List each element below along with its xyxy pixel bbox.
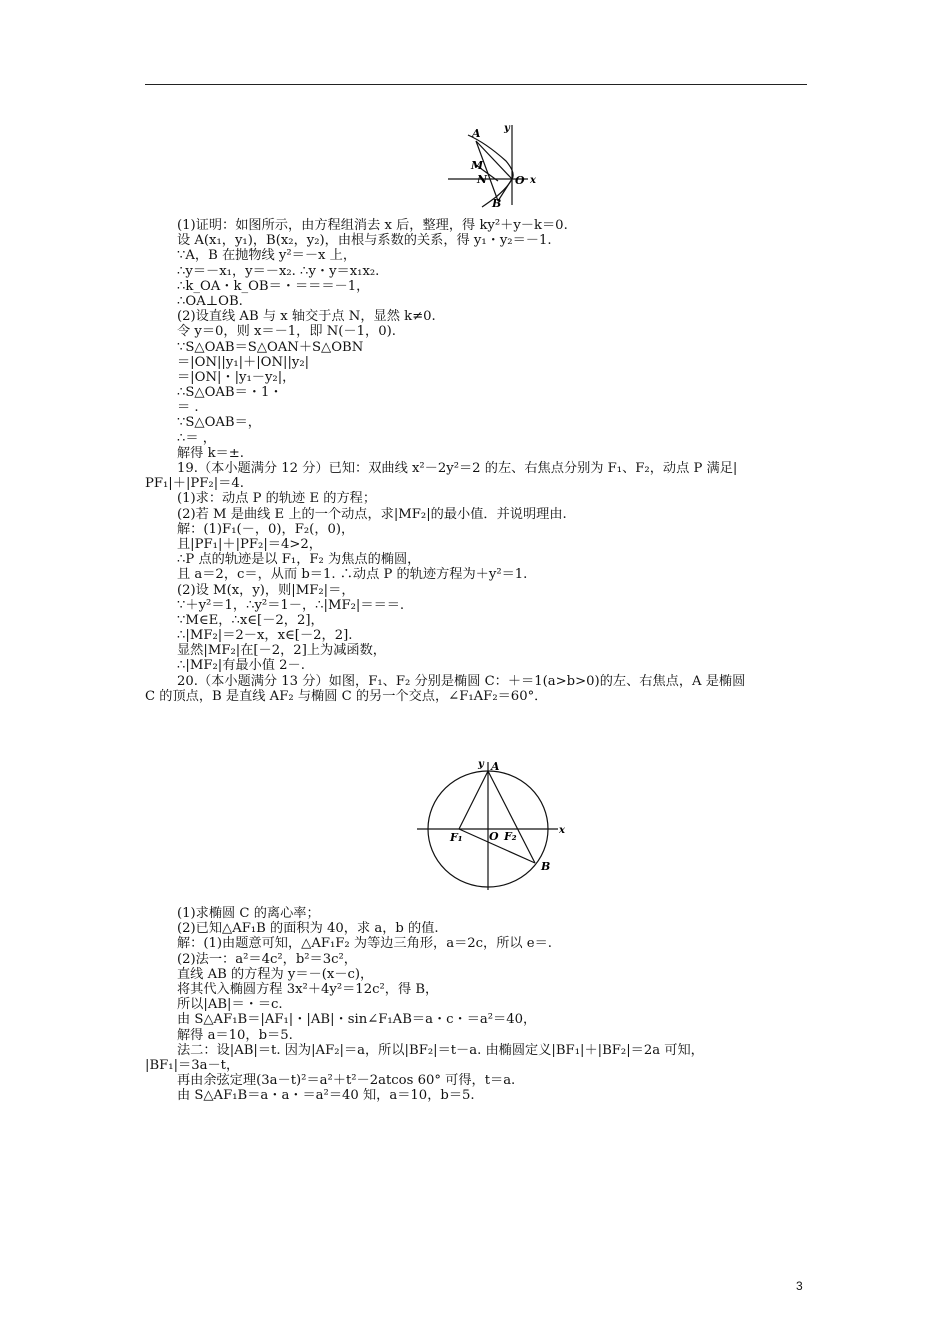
text-line: ∴OA⊥OB. bbox=[177, 293, 243, 309]
fig1-label-x: x bbox=[530, 175, 536, 186]
text-line: 解得 k＝±. bbox=[177, 445, 244, 461]
fig2-label-y: y bbox=[478, 759, 484, 770]
page-number: 3 bbox=[796, 1279, 803, 1293]
question-19-heading: 19.（本小题满分 12 分）已知：双曲线 x²－2y²＝2 的左、右焦点分别为 F₁、F₂，动点 P 满足| bbox=[177, 461, 738, 476]
fig2-label-f1: F₁ bbox=[450, 831, 463, 844]
fig1-label-m: M bbox=[471, 159, 484, 172]
text-line: 直线 AB 的方程为 y＝－(x－c)， bbox=[177, 966, 374, 982]
fig2-label-x: x bbox=[559, 825, 565, 836]
text-line: |BF₁|＝3a－t， bbox=[145, 1057, 240, 1073]
text-line: 解得 a＝10，b＝5. bbox=[177, 1027, 293, 1043]
fig1-label-y: y bbox=[504, 123, 510, 134]
text-line: 且 a＝2，c＝，从而 b＝1. ∴动点 P 的轨迹方程为＋y²＝1. bbox=[177, 567, 528, 583]
text-line: ＝|ON||y₁|＋|ON||y₂| bbox=[177, 354, 310, 370]
text-line: ∴|MF₂|＝2－x，x∈[－2，2]. bbox=[177, 628, 353, 644]
question-20-heading-cont: C 的顶点，B 是直线 AF₂ 与椭圆 C 的另一个交点，∠F₁AF₂＝60°． bbox=[145, 688, 548, 704]
figure-ellipse bbox=[415, 756, 575, 892]
text-line: (1)求：动点 P 的轨迹 E 的方程； bbox=[177, 491, 377, 507]
header-rule bbox=[145, 84, 807, 85]
text-line: ＝|ON|・|y₁－y₂|， bbox=[177, 369, 296, 385]
question-20-heading: 20.（本小题满分 13 分）如图，F₁、F₂ 分别是椭圆 C：＋＝1(a>b>0)的左、右焦点，A 是椭圆 bbox=[177, 673, 746, 689]
fig2-label-b: B bbox=[541, 860, 551, 873]
fig2-side-ab bbox=[488, 771, 535, 863]
fig2-label-a: A bbox=[491, 760, 500, 773]
text-line: ＝ . bbox=[177, 400, 199, 416]
text-line: 将其代入椭圆方程 3x²＋4y²＝12c²，得 B， bbox=[177, 981, 439, 997]
text-line: ∴＝ ， bbox=[177, 430, 216, 446]
figure-parabola bbox=[446, 121, 546, 209]
fig2-label-f2: F₂ bbox=[504, 830, 517, 843]
fig1-label-b: B bbox=[492, 197, 502, 209]
text-line: 所以|AB|＝・＝c. bbox=[177, 997, 283, 1013]
text-line: 由 S△AF₁B＝a・a・＝a²＝40 知，a＝10，b＝5. bbox=[177, 1088, 475, 1104]
text-line: 令 y＝0，则 x＝－1，即 N(－1，0). bbox=[177, 324, 396, 340]
text-line: 解：(1)F₁(－，0)，F₂(，0)， bbox=[177, 521, 355, 537]
text-line: 显然|MF₂|在[－2，2]上为减函数， bbox=[177, 643, 386, 659]
text-line: ∴|MF₂|有最小值 2－. bbox=[177, 658, 305, 674]
text-line: 法二：设|AB|＝t. 因为|AF₂|＝a，所以|BF₂|＝t－a. 由椭圆定义|BF₁|＋|BF₂|＝2a 可知， bbox=[177, 1042, 704, 1058]
text-line: (2)法一：a²＝4c²，b²＝3c²， bbox=[177, 951, 357, 967]
fig2-label-o: O bbox=[489, 830, 499, 843]
fig1-label-o: O bbox=[515, 174, 525, 187]
text-line: (1)证明：如图所示，由方程组消去 x 后，整理，得 ky²＋y－k＝0. bbox=[177, 218, 568, 233]
text-line: 再由余弦定理(3a－t)²＝a²＋t²－2atcos 60° 可得，t＝a. bbox=[177, 1073, 516, 1089]
text-line: 解：(1)由题意可知，△AF₁F₂ 为等边三角形，a＝2c，所以 e＝. bbox=[177, 936, 552, 952]
fig2-side-af1 bbox=[459, 771, 488, 829]
text-line: (2)若 M 是曲线 E 上的一个动点，求|MF₂|的最小值．并说明理由. bbox=[177, 506, 567, 522]
text-line: ∵A，B 在抛物线 y²＝－x 上， bbox=[177, 248, 357, 264]
text-line: 由 S△AF₁B＝|AF₁|・|AB|・sin∠F₁AB＝a・c・＝a²＝40， bbox=[177, 1012, 537, 1028]
text-line: ∴P 点的轨迹是以 F₁，F₂ 为焦点的椭圆， bbox=[177, 552, 421, 568]
text-line: ∴y＝－x₁，y＝－x₂. ∴y・y＝x₁x₂. bbox=[177, 263, 380, 279]
text-line: ∴k_OA・k_OB＝・＝＝＝－1， bbox=[177, 278, 370, 294]
text-line: ∵＋y²＝1，∴y²＝1－，∴|MF₂|＝＝＝. bbox=[177, 597, 405, 613]
solution-18 bbox=[145, 218, 810, 704]
text-line: (2)设直线 AB 与 x 轴交于点 N，显然 k≠0. bbox=[177, 309, 436, 325]
text-line: (2)已知△AF₁B 的面积为 40，求 a，b 的值. bbox=[177, 921, 439, 937]
text-line: 且|PF₁|＋|PF₂|＝4>2， bbox=[177, 536, 322, 552]
text-line: (2)设 M(x，y)，则|MF₂|＝， bbox=[177, 582, 355, 598]
text-line: 设 A(x₁，y₁)，B(x₂，y₂)，由根与系数的关系，得 y₁・y₂＝－1. bbox=[177, 233, 552, 249]
text-line: ∵S△OAB＝， bbox=[177, 415, 261, 431]
text-line: ∵M∈E，∴x∈[－2，2]， bbox=[177, 612, 324, 628]
solution-20 bbox=[145, 906, 810, 1103]
fig1-label-n: N bbox=[477, 173, 488, 186]
text-line: (1)求椭圆 C 的离心率； bbox=[177, 906, 320, 921]
text-line: ∴S△OAB＝・1・ bbox=[177, 385, 283, 401]
question-19-heading-cont: PF₁|＋|PF₂|＝4. bbox=[145, 476, 244, 492]
text-line: ∵S△OAB＝S△OAN＋S△OBN bbox=[177, 339, 364, 355]
fig1-label-a: A bbox=[472, 127, 481, 140]
